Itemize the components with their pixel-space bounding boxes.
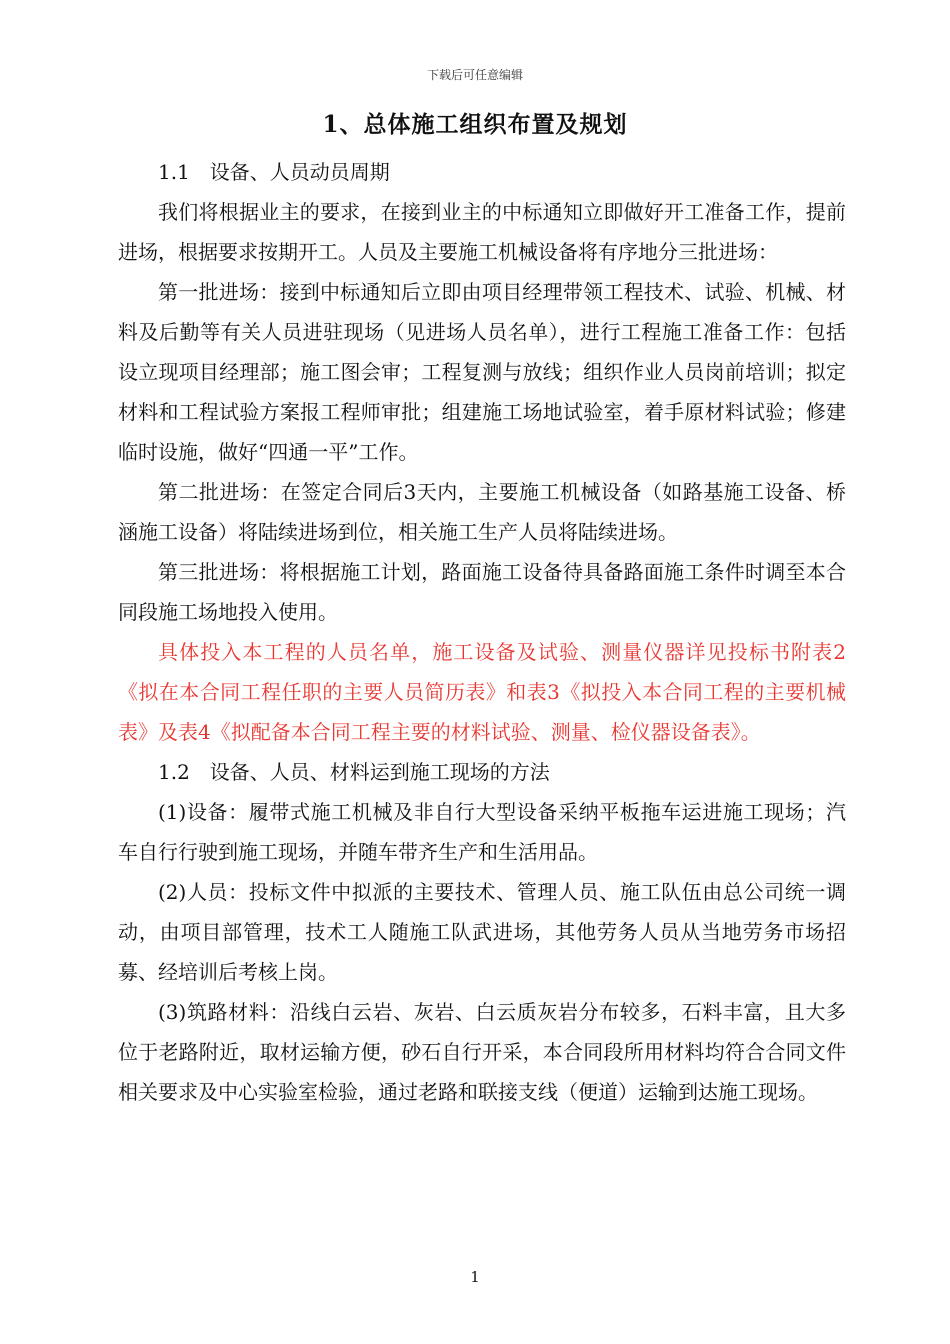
paragraph-batch-3: 第三批进场：将根据施工计划，路面施工设备待具备路面施工条件时调至本合同段施工场地投入使用。 (118, 560, 846, 624)
paragraph-intro: 我们将根据业主的要求，在接到业主的中标通知立即做好开工准备工作，提前进场，根据要求按期开工。人员及主要施工机械设备将有序地分三批进场： (118, 200, 846, 264)
document-title: 1、总体施工组织布置及规划 (322, 111, 628, 138)
section-heading-1-1: 1.1 设备、人员动员周期 (158, 160, 390, 184)
section-heading-1-2: 1.2 设备、人员、材料运到施工现场的方法 (158, 760, 550, 784)
paragraph-personnel: (2)人员：投标文件中拟派的主要技术、管理人员、施工队伍由总公司统一调动，由项目部管理，技术工人随施工队武进场，其他劳务人员从当地劳务市场招募、经培训后考核上岗。 (118, 880, 846, 984)
page-number: 1 (470, 1268, 480, 1286)
document-body (118, 152, 846, 1112)
paragraph-materials: (3)筑路材料：沿线白云岩、灰岩、白云质灰岩分布较多，石料丰富，且大多位于老路附近，取材运输方便，砂石自行开采，本合同段所用材料均符合合同文件相关要求及中心实验室检验，通过老路和联接支线（便道）运输到达施工现场。 (118, 1000, 846, 1104)
paragraph-highlight-note: 具体投入本工程的人员名单，施工设备及试验、测量仪器详见投标书附表2《拟在本合同工程任职的主要人员简历表》和表3《拟投入本合同工程的主要机械表》及表4《拟配备本合同工程主要的材料试验、测量、检仪器设备表》。 (118, 640, 846, 744)
paragraph-batch-2: 第二批进场：在签定合同后3天内，主要施工机械设备（如路基施工设备、桥涵施工设备）将陆续进场到位，相关施工生产人员将陆续进场。 (118, 480, 846, 544)
paragraph-equipment: (1)设备：履带式施工机械及非自行大型设备采纳平板拖车运进施工现场；汽车自行行驶到施工现场，并随车带齐生产和生活用品。 (118, 800, 846, 864)
paragraph-batch-1: 第一批进场：接到中标通知后立即由项目经理带领工程技术、试验、机械、材料及后勤等有关人员进驻现场（见进场人员名单），进行工程施工准备工作：包括设立现项目经理部；施工图会审；工程复测与放线；组织作业人员岗前培训；拟定材料和工程试验方案报工程师审批；组建施工场地试验室，着手原材料试验；修建临时设施，做好“四通一平”工作。 (118, 280, 846, 464)
header-note: 下载后可任意编辑 (426, 68, 523, 82)
